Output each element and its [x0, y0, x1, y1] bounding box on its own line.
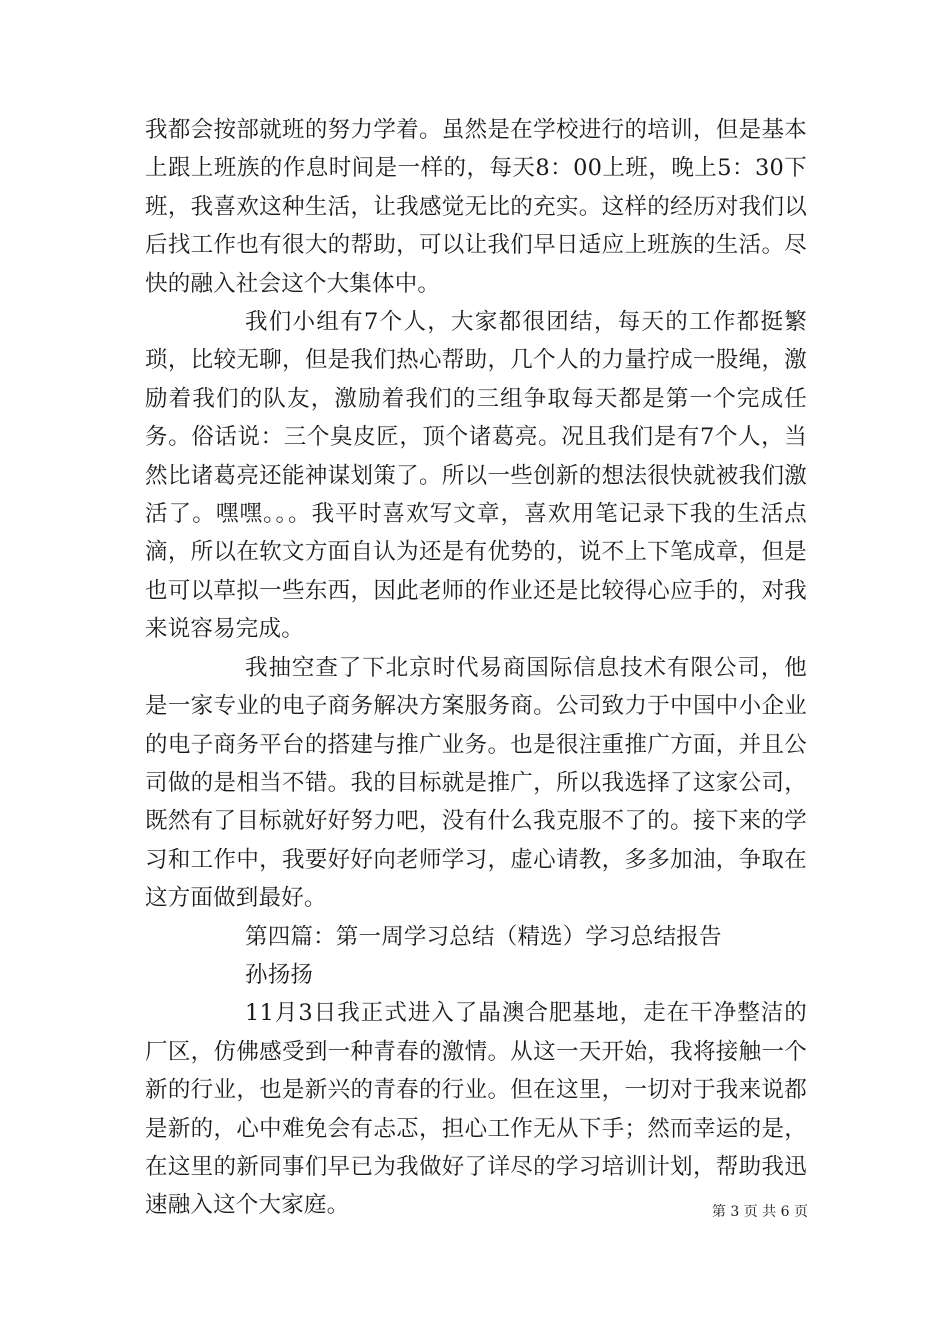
section-heading: 第四篇：第一周学习总结（精选）学习总结报告 [245, 923, 722, 950]
author-name: 孙扬扬 [245, 961, 314, 988]
paragraph-company: 我抽空查了下北京时代易商国际信息技术有限公司，他是一家专业的电子商务解决方案服务商。公司致力于中国中小企业的电子商务平台的搭建与推广业务。也是很注重推广方面，并且公司做的是相当不错。我的目标就是推广，所以我选择了这家公司，既然有了目标就好好努力吧，没有什么我克服不了的。接下来的学习和工作中，我要好好向老师学习，虚心请教，多多加油，争取在这方面做到最好。 [145, 654, 807, 912]
paragraph-continuation: 我都会按部就班的努力学着。虽然是在学校进行的培训，但是基本上跟上班族的作息时间是一样的，每天8：00上班，晚上5：30下班，我喜欢这种生活，让我感觉无比的充实。这样的经历对我们以后找工作也有很大的帮助，可以让我们早日适应上班族的生活。尽快的融入社会这个大集体中。 [145, 117, 807, 297]
paragraph-team: 我们小组有7个人，大家都很团结，每天的工作都挺繁琐，比较无聊，但是我们热心帮助，几个人的力量拧成一股绳，激励着我们的队友，激励着我们的三组争取每天都是第一个完成任务。俗话说：三个臭皮匠，顶个诸葛亮。况且我们是有7个人，当然比诸葛亮还能神谋划策了。所以一些创新的想法很快就被我们激活了。嘿嘿。。。我平时喜欢写文章，喜欢用笔记录下我的生活点滴，所以在软文方面自认为还是有优势的，说不上下笔成章，但是也可以草拟一些东西，因此老师的作业还是比较得心应手的，对我来说容易完成。 [145, 309, 807, 643]
page-number: 第 3 页 共 6 页 [711, 1204, 808, 1220]
paragraph-intro: 11月3日我正式进入了晶澳合肥基地，走在干净整洁的厂区，仿佛感受到一种青春的激情。从这一天开始，我将接触一个新的行业，也是新兴的青春的行业。但在这里，一切对于我来说都是新的，心中难免会有忐忑，担心工作无从下手；然而幸运的是，在这里的新同事们早已为我做好了详尽的学习培训计划，帮助我迅速融入这个大家庭。 [145, 1000, 807, 1219]
document-body [145, 111, 807, 1225]
